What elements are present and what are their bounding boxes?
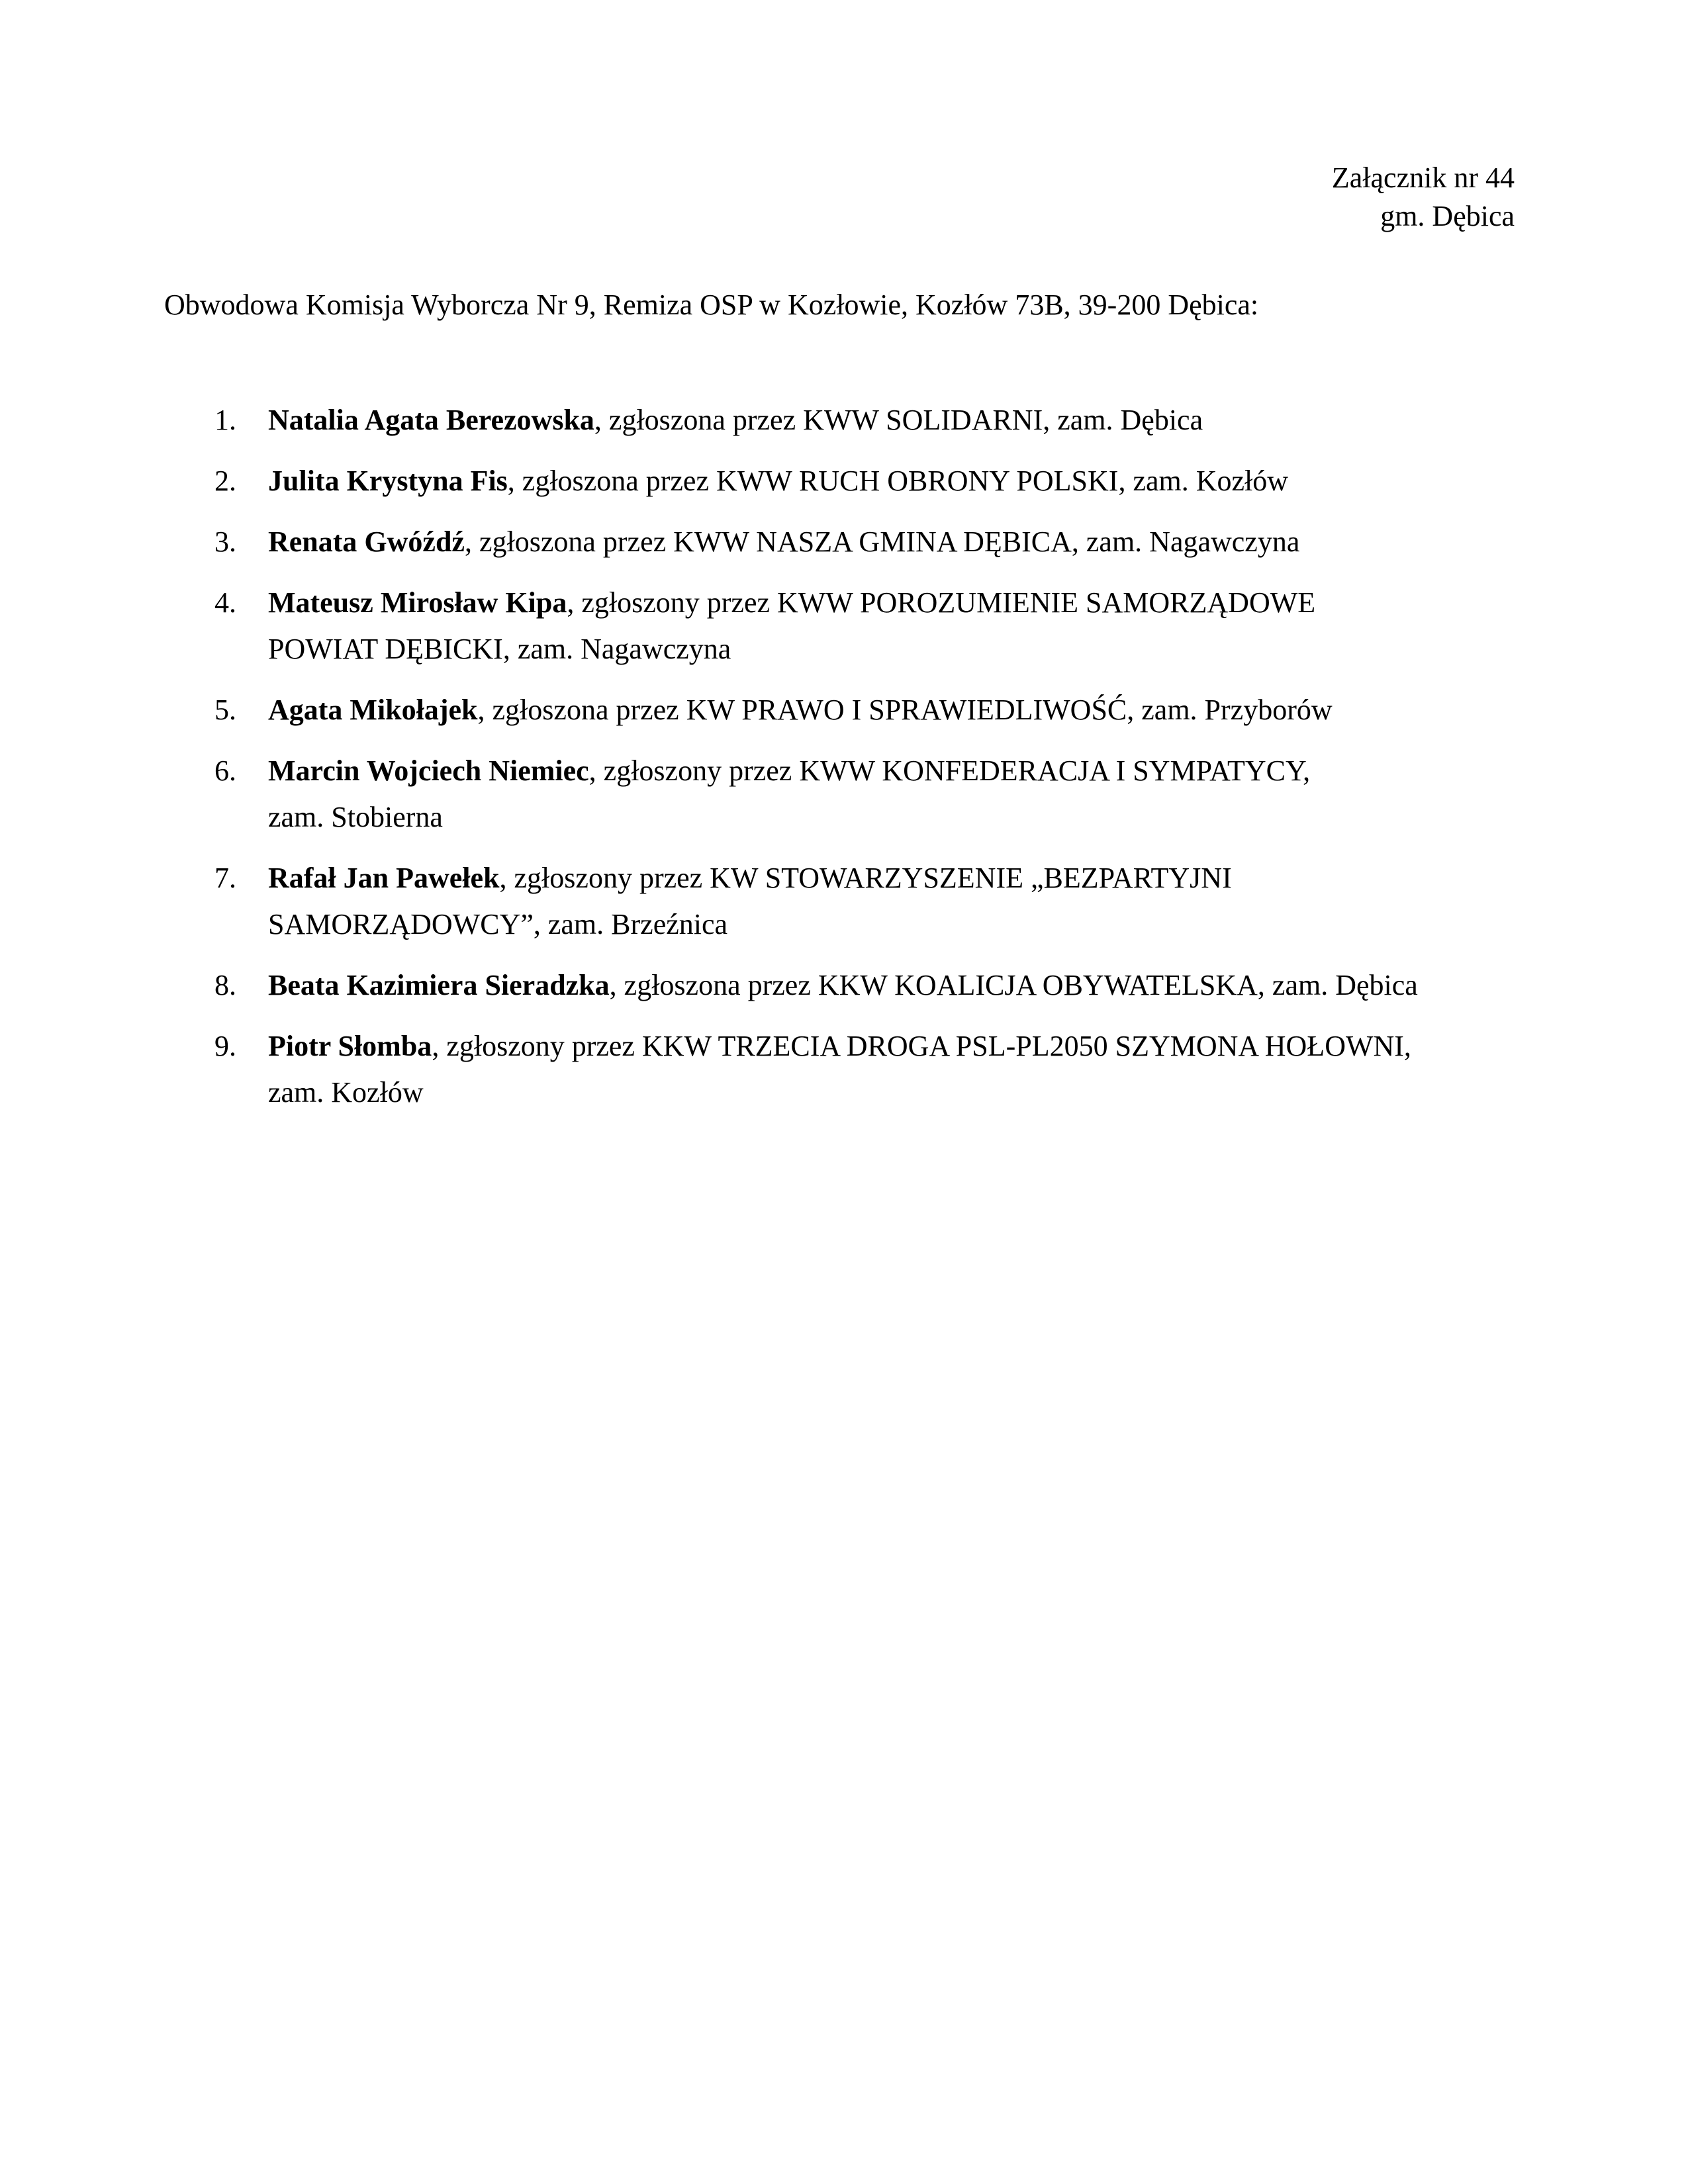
member-name: Beata Kazimiera Sieradzka	[268, 969, 610, 1001]
item-number: 8.	[214, 969, 236, 1001]
member-details: , zgłoszona przez KKW KOALICJA OBYWATELSKA, zam. Dębica	[609, 969, 1418, 1001]
member-details: , zgłoszona przez KWW SOLIDARNI, zam. Dębica	[594, 404, 1203, 436]
item-number: 4.	[214, 586, 236, 619]
item-number: 2.	[214, 465, 236, 497]
member-name: Mateusz Mirosław Kipa	[268, 586, 567, 619]
item-line	[268, 855, 1528, 901]
member-details: , zgłoszony przez KKW TRZECIA DROGA PSL-PL2050 SZYMONA HOŁOWNI,	[432, 1030, 1411, 1062]
item-continuation: POWIAT DĘBICKI, zam. Nagawczyna	[268, 633, 731, 665]
item-line	[268, 962, 1528, 1009]
list-item	[164, 687, 1528, 733]
item-number: 1.	[214, 404, 236, 436]
list-item	[164, 855, 1528, 948]
item-line	[268, 519, 1528, 565]
item-line	[268, 748, 1528, 794]
item-line	[268, 397, 1528, 443]
item-continuation: zam. Stobierna	[268, 801, 443, 833]
item-number: 5.	[214, 694, 236, 726]
municipality-label: gm. Dębica	[1380, 200, 1515, 232]
item-line	[268, 687, 1528, 733]
item-number: 9.	[214, 1030, 236, 1062]
member-details: , zgłoszony przez KWW KONFEDERACJA I SYMPATYCY,	[588, 754, 1311, 787]
list-item	[164, 748, 1528, 841]
attachment-number: Załącznik nr 44	[1331, 161, 1515, 194]
member-details: , zgłoszony przez KW STOWARZYSZENIE „BEZPARTYJNI	[499, 862, 1232, 894]
member-name: Natalia Agata Berezowska	[268, 404, 594, 436]
item-line	[268, 580, 1528, 626]
list-item	[164, 519, 1528, 565]
list-item	[164, 458, 1528, 504]
member-details: , zgłoszona przez KWW RUCH OBRONY POLSKI, zam. Kozłów	[507, 465, 1289, 497]
member-name: Rafał Jan Pawełek	[268, 862, 500, 894]
member-details: , zgłoszona przez KWW NASZA GMINA DĘBICA, zam. Nagawczyna	[464, 525, 1300, 558]
item-line	[268, 458, 1528, 504]
item-number: 6.	[214, 754, 236, 787]
member-details: , zgłoszona przez KW PRAWO I SPRAWIEDLIWOŚĆ, zam. Przyborów	[477, 694, 1333, 726]
member-details: , zgłoszony przez KWW POROZUMIENIE SAMORZĄDOWE	[567, 586, 1316, 619]
member-name: Julita Krystyna Fis	[268, 465, 508, 497]
item-continuation: SAMORZĄDOWCY”, zam. Brzeźnica	[268, 908, 728, 940]
member-name: Marcin Wojciech Niemiec	[268, 754, 589, 787]
commission-title: Obwodowa Komisja Wyborcza Nr 9, Remiza OSP w Kozłowie, Kozłów 73B, 39-200 Dębica:	[164, 289, 1259, 321]
item-line	[268, 1023, 1528, 1069]
list-item	[164, 1023, 1528, 1116]
item-number: 7.	[214, 862, 236, 894]
member-list	[164, 397, 1528, 1130]
list-item	[164, 962, 1528, 1009]
member-name: Agata Mikołajek	[268, 694, 478, 726]
item-continuation: zam. Kozłów	[268, 1076, 424, 1109]
member-name: Renata Gwóźdź	[268, 525, 465, 558]
attachment-header	[1332, 159, 1515, 236]
member-name: Piotr Słomba	[268, 1030, 432, 1062]
list-item	[164, 397, 1528, 443]
list-item	[164, 580, 1528, 672]
item-number: 3.	[214, 525, 236, 558]
